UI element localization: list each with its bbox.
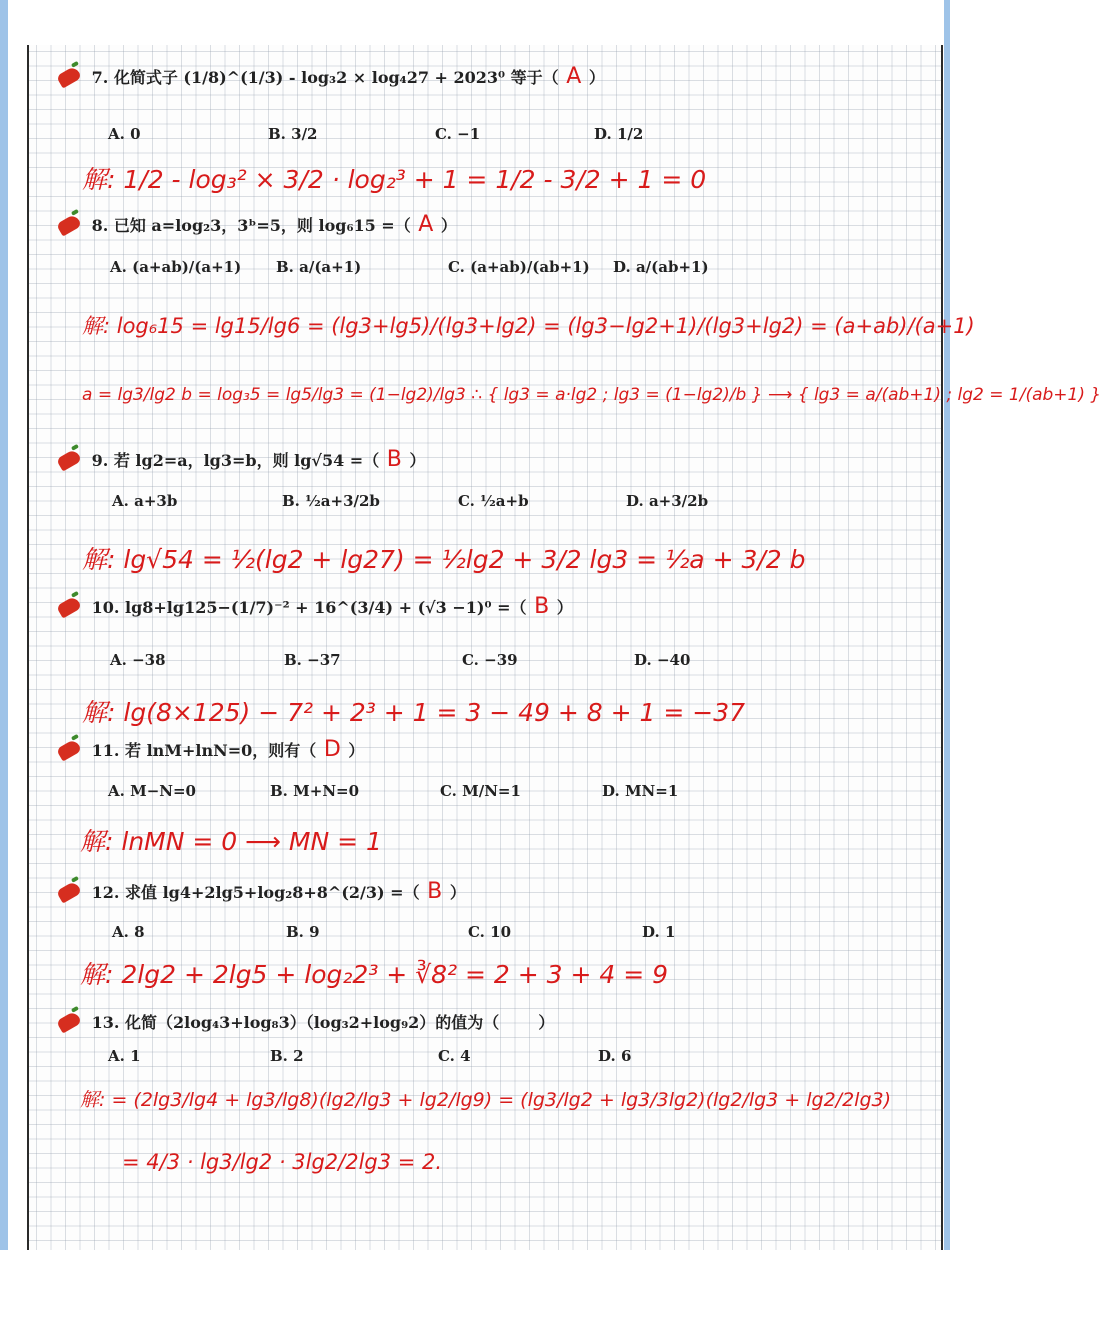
handwritten-solution-line-2: = 4/3 · lg3/lg2 · 3lg2/2lg3 = 2.: [122, 1150, 443, 1174]
option-a: A. a+3b: [112, 492, 178, 510]
handwritten-solution: 解: lnMN = 0 ⟶ MN = 1: [80, 827, 382, 856]
option-c: C. −1: [435, 125, 481, 143]
question-10: [58, 594, 573, 619]
option-a: A. 0: [108, 125, 141, 143]
right-margin-line: [941, 45, 943, 1250]
handwritten-solution-line-2: a = lg3/lg2 b = log₃5 = lg5/lg3 = (1−lg2)/lg3 ∴ { lg3 = a·lg2 ; lg3 = (1−lg2)/b } ⟶ { lg3 = a/(ab+1) ; lg2 = 1/(ab+1) }: [82, 385, 1101, 405]
option-b: B. 2: [270, 1047, 304, 1065]
question-number: 12.: [91, 883, 120, 902]
option-c: C. −39: [462, 651, 518, 669]
question-11: [58, 737, 364, 762]
handwritten-solution: 解: 1/2 - log₃² × 3/2 · log₂³ + 1 = 1/2 - 3/2 + 1 = 0: [82, 165, 707, 194]
left-blue-edge: [0, 0, 8, 1250]
handwritten-solution: 解: lg(8×125) − 7² + 2³ + 1 = 3 − 49 + 8 + 1 = −37: [82, 698, 746, 727]
question-9: [58, 447, 425, 472]
chili-icon: [56, 738, 82, 761]
option-c: C. (a+ab)/(ab+1): [448, 258, 590, 276]
question-close-paren: ）: [556, 598, 573, 617]
question-close-paren: ）: [588, 68, 605, 87]
question-number: 9.: [91, 451, 109, 470]
question-text: 求值 lg4+2lg5+log₂8+8^(2/3) =（: [125, 883, 420, 902]
question-close-paren: ）: [440, 216, 457, 235]
question-close-paren: ）: [348, 741, 365, 760]
question-text: lg8+lg125−(1/7)⁻² + 16^(3/4) + (√3 −1)⁰ =（: [125, 598, 527, 617]
question-close-paren: ）: [538, 1013, 555, 1032]
chili-icon: [56, 595, 82, 618]
handwritten-answer: A: [566, 64, 582, 89]
handwritten-solution: 解: log₆15 = lg15/lg6 = (lg3+lg5)/(lg3+lg2) = (lg3−lg2+1)/(lg3+lg2) = (a+ab)/(a+1): [82, 314, 975, 338]
handwritten-solution: 解: 2lg2 + 2lg5 + log₂2³ + ∛8² = 2 + 3 + 4 = 9: [80, 960, 669, 989]
option-b: B. 3/2: [268, 125, 318, 143]
question-text: 若 lg2=a，lg3=b，则 lg√54 =（: [113, 451, 380, 470]
question-text: 化简（2log₄3+log₈3）（log₃2+log₉2）的值为（: [125, 1013, 500, 1032]
question-8: [58, 212, 457, 237]
question-number: 8.: [91, 216, 109, 235]
option-a: A. (a+ab)/(a+1): [110, 258, 242, 276]
option-a: A. 1: [108, 1047, 141, 1065]
chili-icon: [56, 1010, 82, 1033]
handwritten-answer: B: [534, 594, 550, 619]
question-close-paren: ）: [409, 451, 426, 470]
question-text: 若 lnM+lnN=0，则有（: [125, 741, 317, 760]
handwritten-answer: B: [386, 447, 402, 472]
question-close-paren: ）: [449, 883, 466, 902]
option-d: D. −40: [634, 651, 691, 669]
option-d: D. a+3/2b: [626, 492, 709, 510]
question-7: [58, 64, 605, 89]
chili-icon: [56, 880, 82, 903]
option-b: B. M+N=0: [270, 782, 360, 800]
option-c: C. 4: [438, 1047, 471, 1065]
handwritten-answer: B: [427, 879, 443, 904]
question-number: 13.: [91, 1013, 120, 1032]
right-blue-edge: [944, 0, 950, 1250]
option-d: D. 1: [642, 923, 676, 941]
option-c: C. M/N=1: [440, 782, 521, 800]
handwritten-answer: D: [323, 737, 341, 762]
question-13: [58, 1010, 554, 1033]
option-a: A. 8: [112, 923, 145, 941]
option-a: A. −38: [110, 651, 166, 669]
option-a: A. M−N=0: [108, 782, 196, 800]
chili-icon: [56, 213, 82, 236]
option-b: B. a/(a+1): [276, 258, 362, 276]
option-d: D. a/(ab+1): [613, 258, 709, 276]
option-d: D. MN=1: [602, 782, 679, 800]
question-number: 11.: [91, 741, 120, 760]
question-12: [58, 879, 466, 904]
option-b: B. 9: [286, 923, 320, 941]
question-number: 10.: [91, 598, 120, 617]
handwritten-answer: A: [418, 212, 434, 237]
handwritten-solution: 解: lg√54 = ½(lg2 + lg27) = ½lg2 + 3/2 lg3 = ½a + 3/2 b: [82, 545, 806, 574]
option-b: B. −37: [284, 651, 341, 669]
option-d: D. 1/2: [594, 125, 644, 143]
chili-icon: [56, 448, 82, 471]
question-text: 已知 a=log₂3，3ᵇ=5，则 log₆15 =（: [113, 216, 411, 235]
question-text: 化简式子 (1/8)^(1/3) - log₃2 × log₄27 + 2023⁰ 等于（: [113, 68, 559, 87]
left-margin-line: [27, 45, 29, 1250]
option-d: D. 6: [598, 1047, 632, 1065]
option-b: B. ½a+3/2b: [282, 492, 380, 510]
question-number: 7.: [91, 68, 109, 87]
chili-icon: [56, 65, 82, 88]
handwritten-solution: 解: = (2lg3/lg4 + lg3/lg8)(lg2/lg3 + lg2/lg9) = (lg3/lg2 + lg3/3lg2)(lg2/lg3 + lg2/2lg3): [80, 1089, 892, 1111]
option-c: C. ½a+b: [458, 492, 529, 510]
option-c: C. 10: [468, 923, 512, 941]
